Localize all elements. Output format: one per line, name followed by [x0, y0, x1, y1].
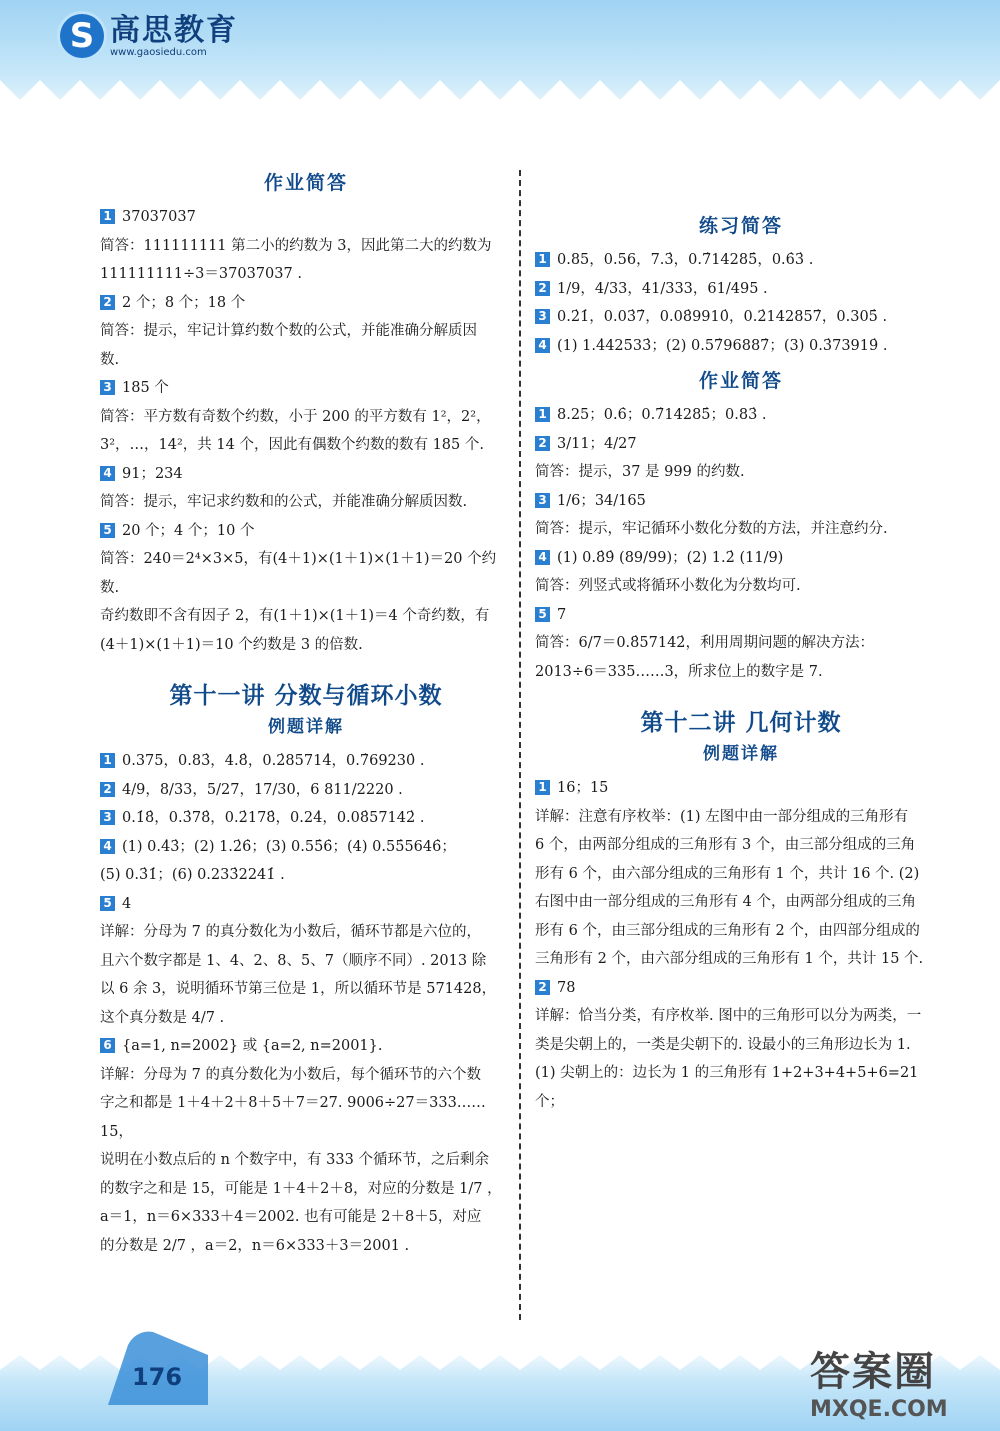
- brand-name: 高思教育: [110, 12, 238, 48]
- line-text: (4＋1)×(1＋1)＝10 个约数是 3 的倍数.: [100, 636, 363, 653]
- explanation-line: [535, 888, 947, 917]
- answer-line: [100, 517, 512, 546]
- line-text: 右图中由一部分组成的三角形有 4 个，由两部分组成的三角: [535, 894, 916, 910]
- item-number-badge: 3: [100, 380, 115, 395]
- section-title: 作业简答: [698, 370, 783, 392]
- line-text: 这个真分数是 4/7 .: [100, 1009, 225, 1026]
- explanation-line: [100, 260, 512, 289]
- explanation-line: [100, 346, 512, 375]
- brand-url: www.gaosiedu.com: [110, 46, 207, 58]
- explanation-line: [100, 431, 512, 460]
- answer-line: [535, 332, 947, 361]
- lecture-title: 第十一讲 分数与循环小数: [169, 683, 443, 709]
- line-text: 形有 6 个，由三部分组成的三角形有 2 个，由四部分组成的: [535, 922, 920, 939]
- watermark: [810, 1340, 948, 1422]
- line-text: 91；234: [122, 465, 183, 482]
- right-column: [535, 205, 947, 1116]
- line-text: 4/9，8/33，5/27，17/30，6 811/2220 .: [122, 781, 403, 798]
- explanation-line: [535, 629, 947, 658]
- left-column: [100, 162, 512, 1260]
- item-number-badge: 4: [100, 839, 115, 854]
- answer-item: [100, 747, 512, 776]
- line-text: (1) 1.4̇42533̇；(2) 0.57̇96887̇；(3) 0.3̇73919̇ .: [557, 337, 888, 354]
- answer-line: [535, 544, 947, 573]
- answer-line: [100, 833, 512, 862]
- item-number-badge: 2: [535, 281, 550, 296]
- answer-item: [100, 1032, 512, 1260]
- answer-line: [100, 776, 512, 805]
- answer-item: [535, 332, 947, 361]
- answer-item: [100, 804, 512, 833]
- section-title: 练习简答: [698, 215, 783, 237]
- answer-line: [535, 246, 947, 275]
- answer-item: [100, 776, 512, 805]
- answer-item: [535, 246, 947, 275]
- line-text: 三角形有 2 个，由六部分组成的三角形有 1 个，共计 15 个.: [535, 951, 924, 967]
- line-text: a＝1，n＝6×333＋4＝2002. 也有可能是 2＋8＋5，对应: [100, 1209, 482, 1225]
- answer-item: [535, 774, 947, 974]
- explanation-line: [535, 803, 947, 832]
- answer-item: [100, 374, 512, 460]
- line-text: 1/6；34/165: [557, 492, 646, 509]
- line-text: 形有 6 个，由六部分组成的三角形有 1 个，共计 16 个. (2): [535, 865, 920, 882]
- item-number-badge: 6: [100, 1038, 115, 1053]
- line-text: 0.375，0.83̇，4.8̇，0.2̇85714̇，0.7̇69230̇ .: [122, 753, 425, 769]
- line-text: 简答：111111111 第二小的约数为 3，因此第二大的约数为: [100, 237, 492, 254]
- explanation-line: [535, 515, 947, 544]
- answer-item: [100, 890, 512, 1033]
- line-text: 16；15: [557, 780, 609, 796]
- explanation-line: [100, 602, 512, 631]
- line-text: 7: [557, 606, 567, 623]
- line-text: 20 个；4 个；10 个: [122, 522, 255, 539]
- explanation-line: [100, 1061, 512, 1090]
- answer-item: [535, 303, 947, 332]
- item-number-badge: 4: [535, 550, 550, 565]
- line-text: 8.25；0.6̇；0.7̇14285̇；0.83̇ .: [557, 407, 767, 423]
- answer-line: [535, 275, 947, 304]
- item-number-badge: 1: [535, 252, 550, 267]
- item-number-badge: 5: [100, 523, 115, 538]
- explanation-line: [100, 631, 512, 660]
- item-number-badge: 1: [535, 780, 550, 795]
- line-text: 2 个；8 个；18 个: [122, 294, 246, 311]
- line-text: 4: [122, 895, 132, 912]
- line-text: 185 个: [122, 380, 169, 396]
- line-text: 详解：注意有序枚举：(1) 左图中由一部分组成的三角形有: [535, 808, 909, 825]
- line-text: 简答：提示，37 是 999 的约数.: [535, 464, 745, 480]
- item-number-badge: 1: [535, 407, 550, 422]
- line-text: 类是尖朝上的，一类是尖朝下的. 设最小的三角形边长为 1.: [535, 1036, 911, 1053]
- line-text: 字之和都是 1＋4＋2＋8＋5＋7＝27. 9006÷27＝333……15，: [100, 1095, 486, 1140]
- answer-line: [100, 804, 512, 833]
- line-text: 简答：6/7＝0.8̇57142̇，利用周期问题的解决方法：: [535, 635, 875, 651]
- line-text: 简答：提示，牢记求约数和的公式，并能准确分解质因数.: [100, 494, 468, 510]
- line-text: 以 6 余 3，说明循环节第三位是 1，所以循环节是 571428，: [100, 981, 497, 997]
- section-title: 作业简答: [263, 172, 348, 194]
- item-number-badge: 5: [100, 896, 115, 911]
- answer-line: [535, 487, 947, 516]
- line-text: 的数字之和是 15，可能是 1＋4＋2＋8，对应的分数是 1/7 ，: [100, 1180, 502, 1197]
- explanation-line: [535, 860, 947, 889]
- answer-line: [100, 203, 512, 232]
- explanation-line: [535, 1059, 947, 1116]
- lecture-title: 第十二讲 几何计数: [640, 710, 842, 736]
- explanation-line: [100, 1146, 512, 1175]
- line-text: 简答：平方数有奇数个约数，小于 200 的平方数有 1²，2²，: [100, 408, 491, 425]
- line-text: 111111111÷3＝37037037 .: [100, 266, 302, 282]
- line-text: (1) 0.8̇9̇ (89/99)；(2) 1.2̇ (11/9): [557, 549, 784, 566]
- line-text: 3²，…，14²，共 14 个，因此有偶数个约数的数有 185 个.: [100, 437, 484, 453]
- item-number-badge: 3: [100, 810, 115, 825]
- answer-item: [535, 275, 947, 304]
- gaosi-logo-icon: S: [60, 14, 104, 58]
- answer-line: [100, 374, 512, 403]
- page-number: 176: [131, 1363, 183, 1391]
- answer-line: [535, 430, 947, 459]
- zigzag-border-top: [0, 60, 1000, 140]
- line-text: 简答：提示，牢记循环小数化分数的方法，并注意约分.: [535, 521, 888, 537]
- lecture-subtitle: 例题详解: [268, 717, 344, 737]
- answer-line: [535, 601, 947, 630]
- line-text: 奇约数即不含有因子 2，有(1＋1)×(1＋1)＝4 个奇约数，有: [100, 608, 490, 624]
- item-number-badge: 4: [535, 338, 550, 353]
- line-text: (1) 0.4̇3̇；(2) 1.2̇6̇；(3) 0.55̇6̇；(4) 0.55̇5646̇；: [122, 838, 456, 855]
- line-text: (5) 0.3̇1̇；(6) 0.233̇2241̇ .: [100, 867, 285, 883]
- answer-item: [100, 289, 512, 375]
- answer-line: [100, 747, 512, 776]
- line-text: (1) 尖朝上的：边长为 1 的三角形有 1+2+3+4+5+6=21 个；: [535, 1065, 919, 1110]
- item-number-badge: 1: [100, 753, 115, 768]
- line-text: 简答：提示，牢记计算约数个数的公式，并能准确分解质因: [100, 323, 477, 339]
- column-divider: [519, 170, 521, 1320]
- answer-line: [100, 1032, 512, 1061]
- answer-item: [535, 974, 947, 1117]
- line-text: 0.85，0.56，7.3̇，0.7̇14285̇，0.6̇3̇ .: [557, 252, 814, 268]
- line-text: 3/11；4/27: [557, 435, 637, 452]
- explanation-line: [100, 1089, 512, 1146]
- explanation-line: [535, 458, 947, 487]
- answer-line: [100, 289, 512, 318]
- item-number-badge: 2: [100, 782, 115, 797]
- line-text: 2013÷6＝335……3，所求位上的数字是 7.: [535, 663, 823, 680]
- answer-item: [100, 460, 512, 517]
- explanation-line: [100, 317, 512, 346]
- line-text: 详解：分母为 7 的真分数化为小数后，循环节都是六位的，: [100, 924, 481, 940]
- item-number-badge: 2: [535, 436, 550, 451]
- watermark-text: 答案圈: [810, 1349, 936, 1395]
- answer-line: [100, 890, 512, 919]
- answer-item: [535, 601, 947, 687]
- line-text: {a=1, n=2002} 或 {a=2, n=2001}.: [122, 1038, 383, 1054]
- answer-item: [100, 517, 512, 660]
- line-text: 6 个，由两部分组成的三角形有 3 个，由三部分组成的三角: [535, 837, 916, 853]
- line-text: 详解：恰当分类，有序枚举. 图中的三角形可以分为两类，一: [535, 1008, 922, 1024]
- item-number-badge: 3: [535, 309, 550, 324]
- answer-line: [100, 460, 512, 489]
- item-number-badge: 1: [100, 209, 115, 224]
- line-text: 数.: [100, 351, 120, 368]
- line-text: 1/9，4/33，41/333，61/495 .: [557, 280, 768, 297]
- explanation-line: [100, 918, 512, 947]
- explanation-line: [535, 945, 947, 974]
- explanation-line: [100, 232, 512, 261]
- lecture-subtitle: 例题详解: [703, 744, 779, 764]
- answer-line: [535, 774, 947, 803]
- explanation-line: [100, 975, 512, 1004]
- line-text: 0.2̇1̇，0.03̇7̇，0.08̇9910̇，0.2̇142857̇，0.305̇ .: [557, 309, 888, 325]
- brand-logo: [60, 14, 238, 58]
- item-number-badge: 2: [535, 980, 550, 995]
- explanation-line: [100, 545, 512, 602]
- watermark-url: MXQE.COM: [810, 1397, 948, 1422]
- explanation-line: [535, 572, 947, 601]
- answer-line: [535, 974, 947, 1003]
- answer-line: [535, 401, 947, 430]
- line-text: 详解：分母为 7 的真分数化为小数后，每个循环节的六个数: [100, 1066, 481, 1083]
- line-text: 0.1̇8̇，0.3̇78̇，0.2̇178̇，0.24̇，0.08̇57142̇ .: [122, 810, 425, 826]
- explanation-line: [100, 488, 512, 517]
- explanation-line: [535, 831, 947, 860]
- item-number-badge: 3: [535, 493, 550, 508]
- line-text: 且六个数字都是 1、4、2、8、5、7（顺序不同）. 2013 除: [100, 952, 487, 969]
- explanation-line: [100, 1203, 512, 1232]
- explanation-line: [100, 947, 512, 976]
- line-text: 的分数是 2/7 ，a＝2，n＝6×333＋3＝2001 .: [100, 1237, 410, 1254]
- explanation-line: [535, 1031, 947, 1060]
- answer-item: [535, 401, 947, 430]
- line-text: 简答：列竖式或将循环小数化为分数均可.: [535, 578, 801, 594]
- answer-item: [535, 487, 947, 544]
- explanation-line: [100, 1175, 512, 1204]
- explanation-line: [100, 1232, 512, 1261]
- line-text: 78: [557, 979, 576, 996]
- answer-item: [535, 544, 947, 601]
- explanation-line: [535, 1002, 947, 1031]
- explanation-line: [100, 861, 512, 890]
- line-text: 简答：240＝2⁴×3×5，有(4＋1)×(1＋1)×(1＋1)＝20 个约数.: [100, 551, 497, 596]
- line-text: 37037037: [122, 209, 196, 225]
- item-number-badge: 5: [535, 607, 550, 622]
- answer-item: [100, 203, 512, 289]
- answer-line: [535, 303, 947, 332]
- explanation-line: [100, 1004, 512, 1033]
- item-number-badge: 4: [100, 466, 115, 481]
- answer-item: [100, 833, 512, 890]
- explanation-line: [535, 658, 947, 687]
- answer-item: [535, 430, 947, 487]
- explanation-line: [100, 403, 512, 432]
- item-number-badge: 2: [100, 295, 115, 310]
- line-text: 说明在小数点后的 n 个数字中，有 333 个循环节，之后剩余: [100, 1152, 489, 1168]
- explanation-line: [535, 917, 947, 946]
